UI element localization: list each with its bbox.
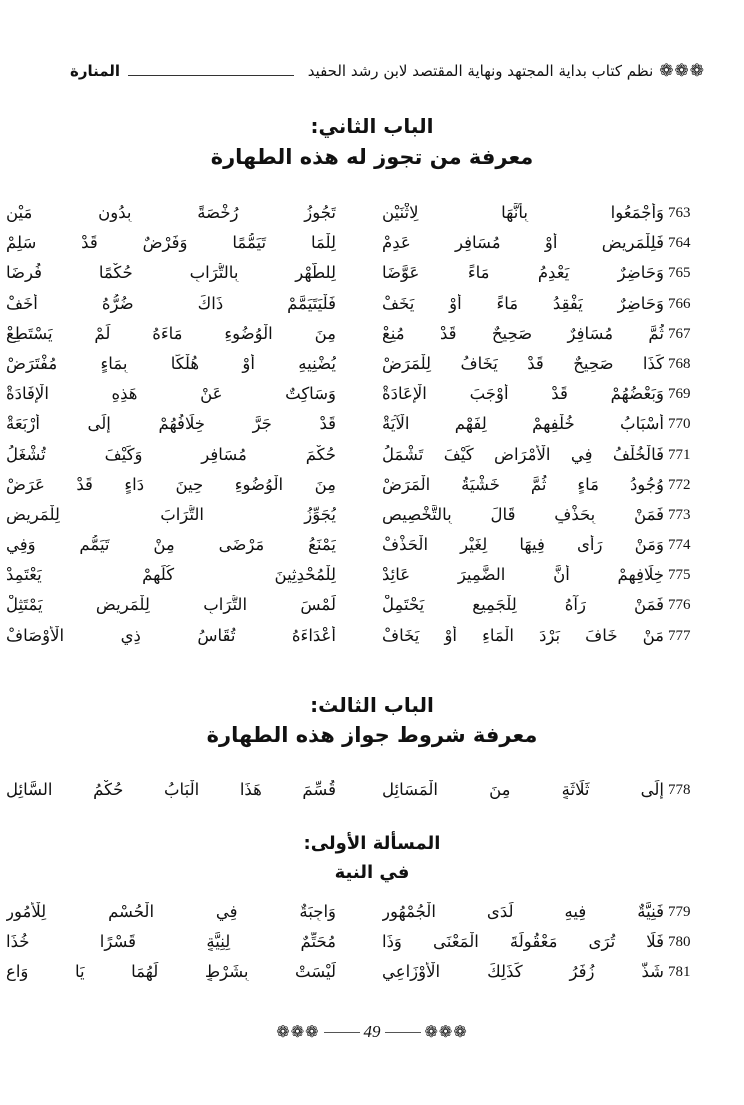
- chapter-2-verses: [0, 199, 744, 652]
- page-footer: [0, 1022, 744, 1042]
- chapter-3-verses: [0, 776, 744, 806]
- chapter-3-label: الباب الثالث:: [310, 693, 434, 717]
- verse-second-hemistich: لِلْمَا تَيَمُّمًا وَفَرْضٌ قَدْ سَلِمْ: [6, 233, 336, 253]
- verse-first-hemistich: خِلَافِهِمْ أَنَّ الضَّمِيرَ عَائِدْ: [382, 565, 664, 585]
- verse-number: 774: [668, 537, 691, 554]
- verse-number: 764: [668, 235, 691, 252]
- verse-second-hemistich: فَلْيَتَيَمَّمْ ذَاكَ ضُرُّهُ أَخَفْ: [6, 293, 336, 313]
- verse-second-hemistich: يُضْنِيهِ أَوْ هُلْكًا بِمَاءٍ مُفْتَرَضْ: [6, 353, 336, 373]
- issue-verses: [0, 898, 744, 989]
- header-ornament-icon: ❁❁❁: [659, 61, 705, 81]
- verse-number: 775: [668, 567, 691, 584]
- verse-number: 776: [668, 597, 691, 614]
- verse-number: 763: [668, 205, 691, 221]
- running-title: نظم كتاب بداية المجتهد ونهاية المقتصد لابن رشد الحفيد: [307, 62, 654, 80]
- verse-first-hemistich: إِلَى ثَلَاثَةٍ مِنَ الْمَسَائِلِ: [382, 780, 664, 799]
- verse-line: [0, 229, 744, 259]
- chapter-3-title: معرفة شروط جواز هذه الطهارة: [206, 723, 538, 747]
- verse-number: 771: [668, 446, 691, 463]
- verse-number: 768: [668, 355, 691, 372]
- verse-number: 765: [668, 265, 691, 282]
- verse-second-hemistich: حُكْمَ مُسَافِرٍ وَكَيْفَ تُشْغَلُ: [6, 444, 336, 464]
- header-rule: [128, 75, 294, 76]
- verse-first-hemistich: فَمَنْ رَآهُ لِلْجَمِيعِ يَحْتَمِلْ: [382, 595, 664, 615]
- verse-number: 770: [668, 416, 691, 433]
- verse-line: [0, 776, 744, 806]
- verse-number: 781: [668, 964, 691, 981]
- verse-line: [0, 410, 744, 440]
- verse-second-hemistich: يُجَوِّزُ التُّرَابَ لِلْمَرِيضِ: [6, 504, 336, 524]
- verse-second-hemistich: لَمْسَ التُّرَابِ لِلْمَرِيضِ يَمْتَثِلْ: [6, 595, 336, 615]
- verse-line: [0, 591, 744, 621]
- verse-number: 772: [668, 476, 691, 493]
- verse-second-hemistich: لَيْسَتْ بِشَرْطٍ لَهُمَا يَا وَاعِ: [6, 962, 336, 982]
- verse-line: [0, 501, 744, 531]
- verse-first-hemistich: فَمَنْ بِحَذْفٍ قَالَ بِالتَّخْصِيصِ: [382, 504, 664, 524]
- verse-first-hemistich: شَذَّ زُفَرُ كَذَلِكَ الْأَوْزَاعِي: [382, 962, 664, 982]
- verse-line: [0, 290, 744, 320]
- verse-second-hemistich: قَدْ جَرَّ خِلَافُهُمْ إِلَى أَرْبَعَةْ: [6, 414, 336, 434]
- footer-rule-right: [385, 1032, 421, 1033]
- verse-second-hemistich: يَمْنَعُ مَرْضَى مِنْ تَيَمُّمٍ وَفِي: [6, 535, 336, 555]
- verse-line: [0, 380, 744, 410]
- verse-first-hemistich: فَنِيَّةٌ فِيهِ لَدَى الْجُمْهُورِ: [382, 902, 664, 921]
- verse-line: [0, 622, 744, 652]
- verse-line: [0, 561, 744, 591]
- verse-first-hemistich: كَذَا صَحِيحٌ قَدْ يَخَافُ لِلْمَرَضْ: [382, 353, 664, 373]
- verse-line: [0, 259, 744, 289]
- verse-first-hemistich: فَالْخُلْفُ فِي الْأَمْرَاضِ كَيْفَ تَشْمَلُ: [382, 444, 664, 464]
- verse-number: 773: [668, 506, 691, 523]
- verse-line: [0, 928, 744, 958]
- footer-rule-left: [324, 1032, 360, 1033]
- chapter-2-label: الباب الثاني:: [310, 114, 434, 138]
- verse-first-hemistich: وَمَنْ رَأَى فِيهَا لِغَيْرِ الْحَذْفْ: [382, 535, 664, 555]
- verse-first-hemistich: أَسْبَابُ خُلْفِهِمْ لِفَهْمِ الْآيَةْ: [382, 414, 664, 434]
- verse-second-hemistich: لِلْمُحْدِثِينَ كُلِّهِمْ يَعْتَمِدْ: [6, 565, 336, 585]
- verse-line: [0, 320, 744, 350]
- verse-line: [0, 471, 744, 501]
- page-number: 49: [363, 1022, 381, 1041]
- verse-second-hemistich: قُسِّمَ هَذَا الْبَابُ حُكْمُ السَّائِلِ: [6, 780, 336, 799]
- verse-first-hemistich: وَحَاضِرٌ يَفْقِدُ مَاءً أَوْ يَخَفْ: [382, 293, 664, 313]
- verse-first-hemistich: وُجُودُ مَاءٍ ثُمَّ خَشْيَةُ الْمَرَضْ: [382, 474, 664, 494]
- verse-first-hemistich: وَحَاضِرٌ يَعْدِمُ مَاءً عَوَّضَا: [382, 263, 664, 283]
- verse-number: 778: [668, 782, 691, 798]
- footer-ornament-left-icon: ❁❁❁: [276, 1022, 320, 1041]
- verse-number: 769: [668, 386, 691, 403]
- footer-ornament-right-icon: ❁❁❁: [424, 1022, 468, 1041]
- verse-second-hemistich: مِنَ الْوُضُوءِ مَاءَهُ لَمْ يَسْتَطِعْ: [6, 323, 336, 343]
- verse-line: [0, 531, 744, 561]
- verse-second-hemistich: مُحَتِّمٌ لِنِيَّةٍ قَسْرًا خُذَا: [6, 932, 336, 952]
- verse-first-hemistich: مَنْ خَافَ بَرْدَ الْمَاءِ أَوْ يَخَافْ: [382, 625, 664, 645]
- issue-title: في النية: [334, 862, 410, 883]
- verse-line: [0, 898, 744, 928]
- verse-number: 780: [668, 934, 691, 951]
- verse-line: [0, 350, 744, 380]
- running-header: [70, 56, 705, 86]
- issue-label: المسألة الأولى:: [303, 833, 441, 854]
- verse-second-hemistich: وَسَاكِتٌ عَنْ هَذِهِ الْإِفَادَةْ: [6, 384, 336, 404]
- verse-line: [0, 199, 744, 229]
- verse-first-hemistich: وَبَعْضُهُمْ قَدْ أَوْجَبَ الْإِعَادَةْ: [382, 384, 664, 404]
- verse-first-hemistich: فَلَا تُرَى مَعْقُولَةَ الْمَعْنَى وَذَا: [382, 932, 664, 952]
- verse-number: 779: [668, 904, 691, 920]
- verse-line: [0, 441, 744, 471]
- verse-second-hemistich: لِلطُّهْرِ بِالتُّرَابِ حُكْمًا فُرِضَا: [6, 263, 336, 283]
- verse-first-hemistich: ثُمَّ مُسَافِرٌ صَحِيحٌ قَدْ مُنِعْ: [382, 323, 664, 343]
- series-brand: المنارة: [70, 62, 121, 80]
- verse-first-hemistich: وَأَجْمَعُوا بِأَنَّهَا لِاثْنَيْنِ: [382, 203, 664, 222]
- verse-second-hemistich: مِنَ الْوُضُوءِ حِينَ دَاءٍ قَدْ عَرَضْ: [6, 474, 336, 494]
- verse-second-hemistich: أَعْدَاءَهُ تُقَاسُ ذِي الْأَوْصَافْ: [6, 625, 336, 645]
- verse-number: 767: [668, 325, 691, 342]
- chapter-2-title: معرفة من تجوز له هذه الطهارة: [210, 145, 534, 169]
- verse-second-hemistich: تَجُوزُ رُخْصَةً بِدُونِ مَيْنِ: [6, 203, 336, 222]
- verse-number: 777: [668, 627, 691, 644]
- verse-line: [0, 958, 744, 988]
- verse-first-hemistich: فَلِلْمَرِيضِ أَوْ مُسَافِرٍ عَدِمْ: [382, 233, 664, 253]
- verse-number: 766: [668, 295, 691, 312]
- verse-second-hemistich: وَاجِبَةٌ فِي الْحُسْمِ لِلْأُمُورِ: [6, 902, 336, 921]
